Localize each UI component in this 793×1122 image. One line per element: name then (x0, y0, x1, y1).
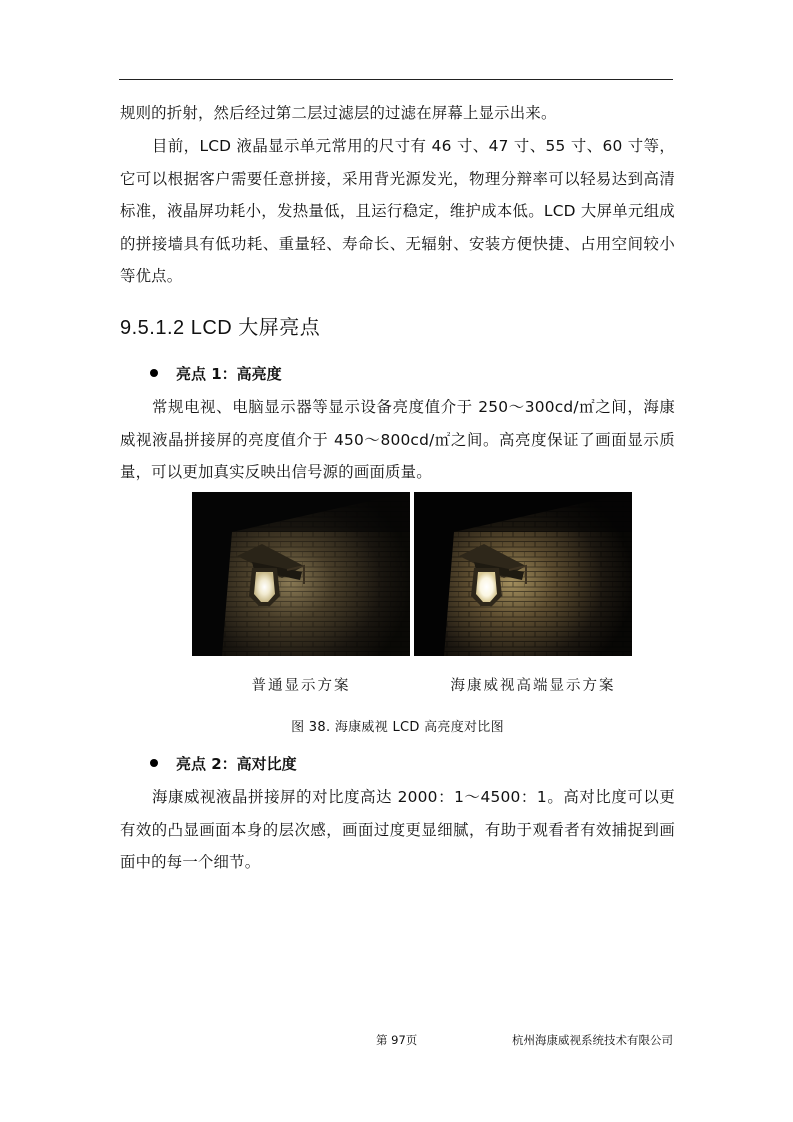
highlight-2-title (150, 754, 297, 774)
photo-hikvision-display (414, 492, 632, 656)
right-photo-caption: 海康威视高端显示方案 (450, 678, 616, 694)
highlight-2-title-text: 亮点 2：高对比度 (176, 755, 297, 773)
bullet-icon (150, 759, 158, 767)
bullet-icon (150, 369, 158, 377)
company-name: 杭州海康威视系统技术有限公司 (512, 1033, 673, 1047)
section-heading: 9.5.1.2 LCD 大屏亮点 (120, 317, 321, 339)
paragraph-continuation: 规则的折射，然后经过第二层过滤层的过滤在屏幕上显示出来。 (120, 104, 557, 122)
paragraph-lcd-sizes: 目前，LCD 液晶显示单元常用的尺寸有 46 寸、47 寸、55 寸、60 寸等，它可以根据客户需要任意拼接，采用背光源发光，物理分辩率可以轻易达到高清标准，液晶屏功耗小，发热量低，且运行稳定，维护成本低。LCD 大屏单元组成的拼接墙具有低功耗、重量轻、寿命长、无辐射、安装方便快捷、占用空间较小等优点。 (120, 137, 675, 286)
left-photo-caption: 普通显示方案 (251, 678, 351, 694)
highlight-1-title-text: 亮点 1：高亮度 (176, 365, 282, 383)
header-rule (119, 79, 673, 80)
page-number: 第 97页 (376, 1033, 418, 1047)
highlight-1-title (150, 364, 282, 384)
highlight-1-text: 常规电视、电脑显示器等显示设备亮度值介于 250～300cd/㎡之间，海康威视液晶拼接屏的亮度值介于 450～800cd/㎡之间。高亮度保证了画面显示质量，可以更加真实反映出信号源的画面质量。 (120, 398, 675, 482)
highlight-2-text: 海康威视液晶拼接屏的对比度高达 2000：1～4500：1。高对比度可以更有效的凸显画面本身的层次感，画面过度更显细腻，有助于观看者有效捕捉到画面中的每一个细节。 (120, 788, 675, 872)
photo-standard-display (192, 492, 410, 656)
figure-caption: 图 38. 海康威视 LCD 高亮度对比图 (291, 720, 504, 735)
